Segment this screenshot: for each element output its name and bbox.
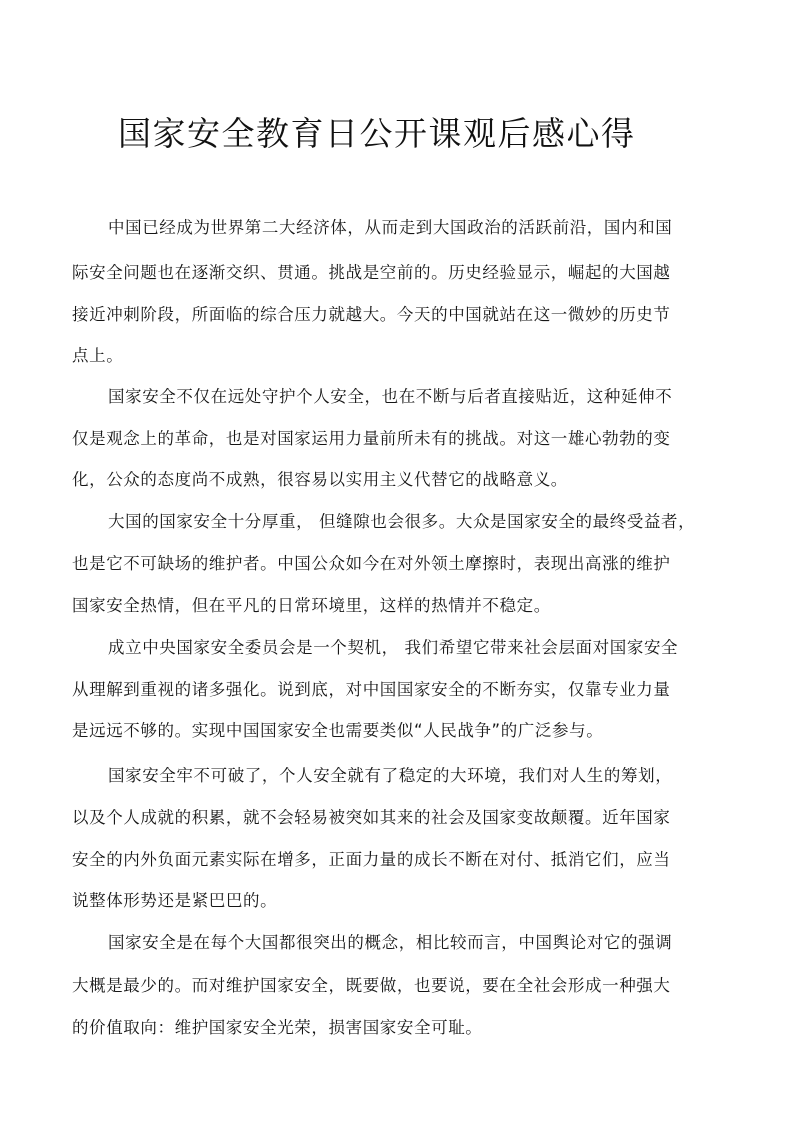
paragraph-line: 成立中央国家安全委员会是一个契机， 我们希望它带来社会层面对国家安全 xyxy=(108,638,679,657)
paragraph-line: 国家安全热情，但在平凡的日常环境里，这样的热情并不稳定。 xyxy=(72,596,551,615)
paragraph-line: 的价值取向：维护国家安全光荣，损害国家安全可耻。 xyxy=(72,1018,483,1037)
paragraph-line: 仅是观念上的革命，也是对国家运用力量前所未有的挑战。对这一雄心勃勃的变 xyxy=(72,429,671,448)
paragraph-line: 是远远不够的。实现中国国家安全也需要类似“人民战争”的广泛参与。 xyxy=(72,721,604,740)
paragraph-line: 际安全问题也在逐渐交织、贯通。挑战是空前的。历史经验显示，崛起的大国越 xyxy=(72,263,671,282)
paragraph-line: 安全的内外负面元素实际在增多，正面力量的成长不断在对付、抵消它们，应当 xyxy=(72,850,671,869)
paragraph-line: 化，公众的态度尚不成熟，很容易以实用主义代替它的战略意义。 xyxy=(72,470,568,489)
document-title: 国家安全教育日公开课观后感心得 xyxy=(118,114,636,153)
paragraph-line: 点上。 xyxy=(72,346,124,365)
paragraph-line: 中国已经成为世界第二大经济体，从而走到大国政治的活跃前沿，国内和国 xyxy=(108,218,673,237)
paragraph-line: 接近冲刺阶段，所面临的综合压力就越大。今天的中国就站在这一微妙的历史节 xyxy=(72,305,671,324)
paragraph-line: 从理解到重视的诸多强化。说到底，对中国国家安全的不断夯实，仅靠专业力量 xyxy=(72,680,671,699)
paragraph-line: 也是它不可缺场的维护者。中国公众如今在对外领土摩擦时，表现出高涨的维护 xyxy=(72,554,671,573)
paragraph-line: 说整体形势还是紧巴巴的。 xyxy=(72,891,278,910)
paragraph-line: 国家安全不仅在远处守护个人安全，也在不断与后者直接贴近，这种延伸不 xyxy=(108,387,673,406)
paragraph-line: 大概是最少的。而对维护国家安全，既要做，也要说，要在全社会形成一种强大 xyxy=(72,976,671,995)
paragraph-line: 国家安全是在每个大国都很突出的概念，相比较而言，中国舆论对它的强调 xyxy=(108,933,673,952)
paragraph-line: 国家安全牢不可破了，个人安全就有了稳定的大环境，我们对人生的筹划， xyxy=(108,766,673,785)
paragraph-line: 以及个人成就的积累，就不会轻易被突如其来的社会及国家变故颠覆。近年国家 xyxy=(72,808,671,827)
paragraph-line: 大国的国家安全十分厚重， 但缝隙也会很多。大众是国家安全的最终受益者， xyxy=(108,512,696,531)
